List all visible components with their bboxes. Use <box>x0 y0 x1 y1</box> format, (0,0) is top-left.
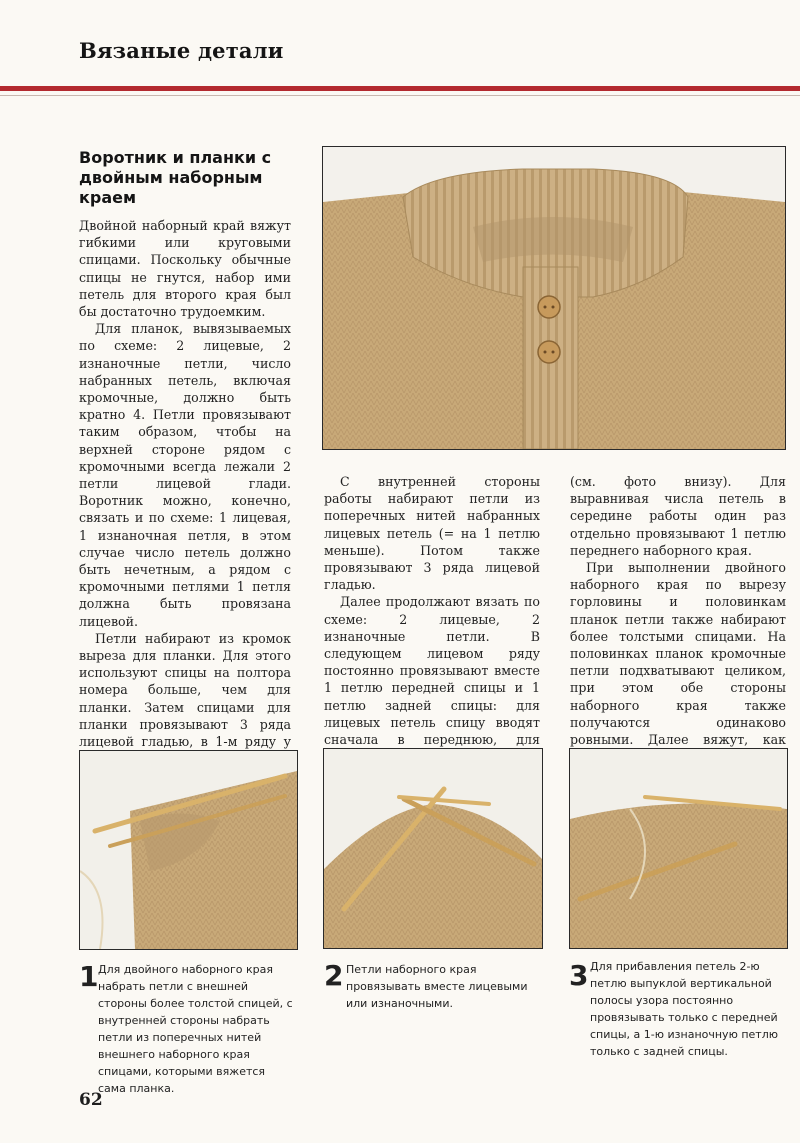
paragraph: При выполнении двойного наборного края по вырезу горловины и половинкам планок петли также набирают более толстыми спицами. На половинках планок кромочные петли подхватывают целиком, при этом обе стороны наборного края также получаются одинаково ровными. Далее вяжут, как <box>570 560 786 748</box>
page-header-title: Вязаные детали <box>79 38 284 63</box>
caption-text: Для прибавления петель 2-ю петлю выпуклой вертикальной полосы узора постоянно провязывать только с передней спицы, а 1-ю изнаночную петлю только с задней спицы. <box>590 960 778 1058</box>
paragraph: (см. фото внизу). Для выравнивая числа петель в середине работы один раз отдельно провязывают 1 петлю переднего наборного края. <box>570 474 786 558</box>
caption-text: Для двойного наборного края набрать петли с внешней стороны более толстой спицей, с внутренней стороны набрать петли из поперечных нитей внешнего наборного края спицами, которыми вяжется сама планка. <box>98 963 293 1095</box>
sweater-collar-photo <box>322 146 786 450</box>
paragraph: С внутренней стороны работы набирают петли из поперечных нитей набранных лицевых петель (= на 1 петлю меньше). Потом также провязывают 3 ряда лицевой гладью. <box>324 474 540 593</box>
step-3-photo <box>569 748 788 949</box>
text-column-2 <box>324 473 540 783</box>
caption-text: Петли наборного края провязывать вместе лицевыми или изнаночными. <box>346 963 528 1010</box>
section-title: Воротник и планки с двойным наборным краем <box>79 148 272 207</box>
step-2-photo <box>323 748 543 949</box>
paragraph: Петли набирают из кромок выреза для планки. Для этого используют спицы на полтора номера больше, чем для планки. Затем спицами для планки провязывают 3 ряда лицевой гладью, в 1-м ряду у <box>79 630 291 750</box>
header-thin-rule <box>0 95 800 96</box>
caption-number: 3 <box>569 959 589 992</box>
paragraph: Двойной наборный край вяжут гибкими или круговыми спицами. Поскольку обычные спицы не гнутся, набор ими петель для второго края был бы достаточно трудоемким. <box>79 218 291 320</box>
header-red-rule <box>0 86 800 91</box>
caption-number: 2 <box>324 959 344 992</box>
text-column-1 <box>79 217 291 802</box>
paragraph: Для планок, вывязываемых по схеме: 2 лицевые, 2 изнаночные петли, число набранных петель, включая кромочные, должно быть кратно 4. Петли провязывают таким образом, чтобы на верхней стороне рядом с кромочными всегда лежали 2 петли лицевой глади. Воротник можно, конечно, связать и по схеме: 1 лицевая, 1 изнаночная петля, в этом случае число петель должно быть нечетным, а рядом с кромочными петлями 1 петля должна быть провязана лицевой. <box>79 321 291 629</box>
step-1-photo <box>79 750 298 950</box>
caption-number: 1 <box>79 960 99 993</box>
text-column-3 <box>570 473 786 765</box>
page-number: 62 <box>79 1090 103 1110</box>
paragraph: Далее продолжают вязать по схеме: 2 лицевые, 2 изнаночные петли. В следующем лицевом ряду постоянно провязывают вместе 1 петлю передней спицы и 1 петлю задней спицы: для лицевых петель спицу вводят сначала в переднюю, для <box>324 594 540 748</box>
